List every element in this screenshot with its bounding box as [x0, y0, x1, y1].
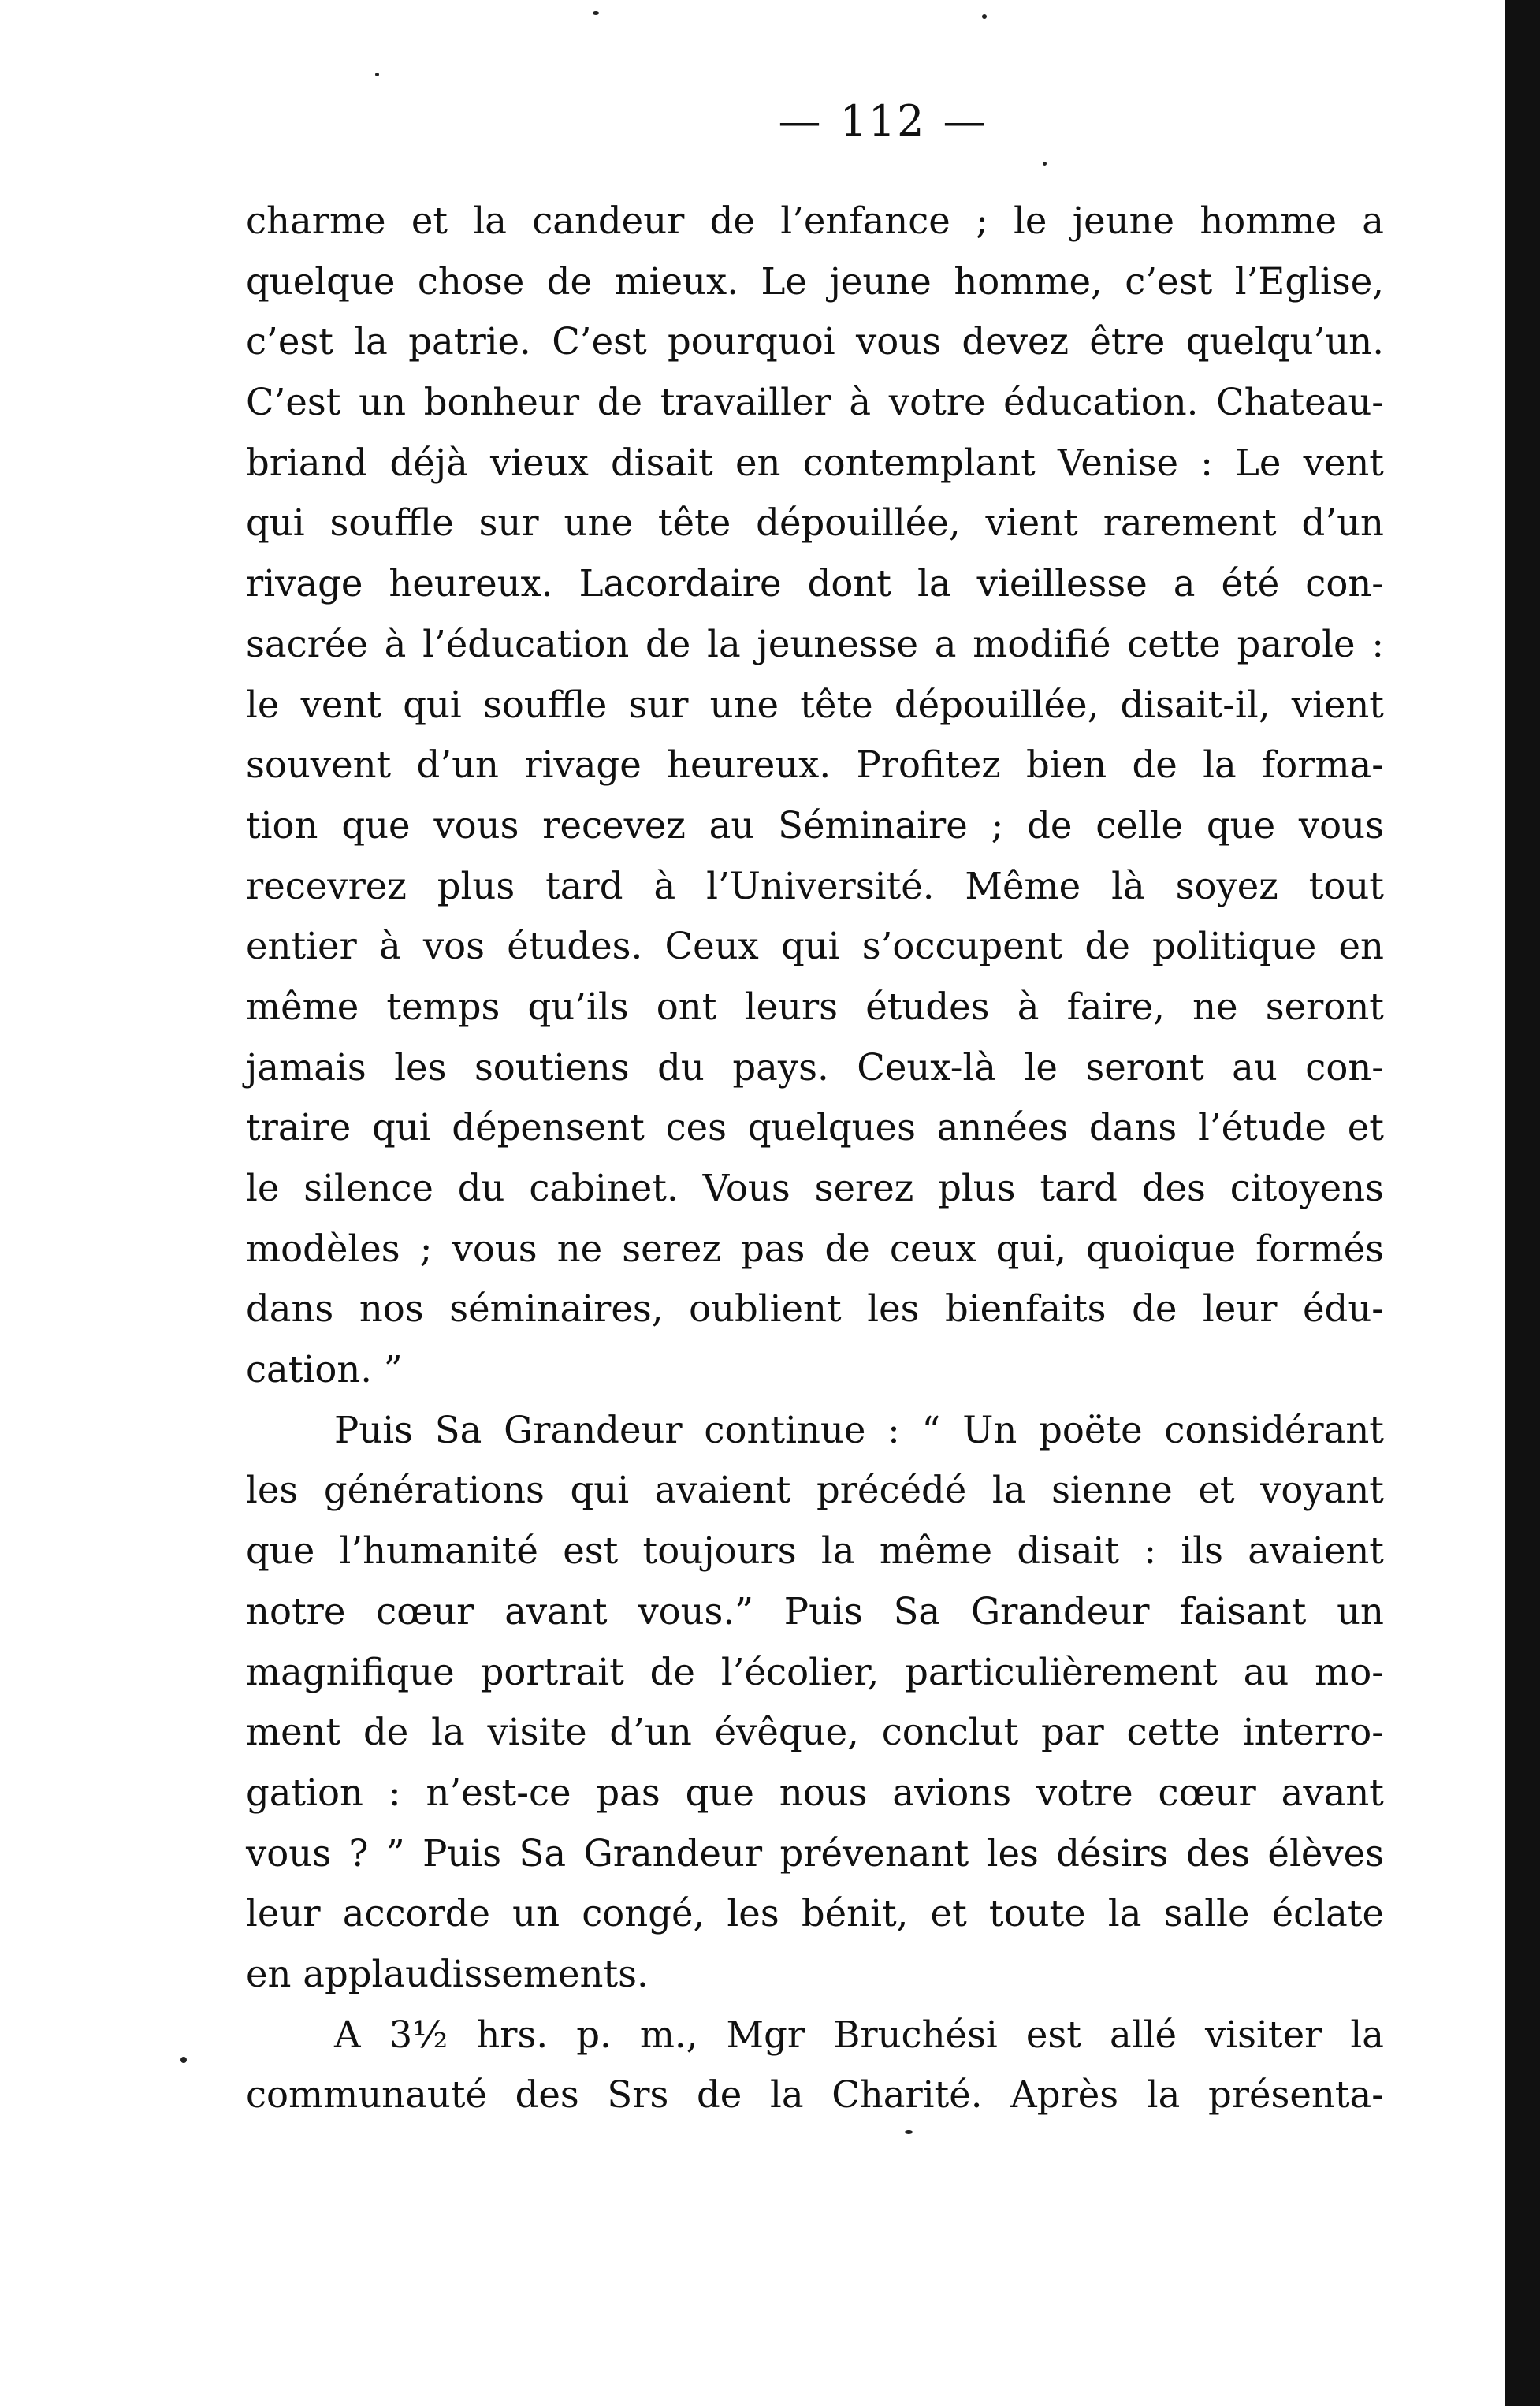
- text-line: cation. ”: [246, 1348, 403, 1391]
- text-line: ment de la visite d’un évêque, conclut par cette interro-: [246, 1711, 1384, 1754]
- page-number-value: 112: [839, 96, 926, 146]
- text-line: les générations qui avaient précédé la sienne et voyant: [246, 1469, 1384, 1512]
- text-line: traire qui dépensent ces quelques années dans l’étude et: [246, 1106, 1384, 1149]
- page-number-dash-left: —: [778, 96, 823, 146]
- text-line: que l’humanité est toujours la même disait : ils avaient: [246, 1529, 1384, 1573]
- ink-speck: [1043, 162, 1047, 166]
- ink-speck: [982, 14, 987, 19]
- text-line: recevrez plus tard à l’Université. Même là soyez tout: [246, 864, 1384, 907]
- text-line: notre cœur avant vous.” Puis Sa Grandeur faisant un: [246, 1589, 1384, 1633]
- page-number-dash-right: —: [943, 96, 988, 146]
- text-line: jamais les soutiens du pays. Ceux-là le seront au con-: [246, 1045, 1384, 1089]
- body-text: [246, 191, 1384, 2125]
- text-line: dans nos séminaires, oublient les bienfaits de leur édu-: [246, 1287, 1384, 1331]
- text-line: c’est la patrie. C’est pourquoi vous devez être quelqu’un.: [246, 320, 1384, 363]
- text-line: A 3½ hrs. p. m., Mgr Bruchési est allé visiter la: [334, 2013, 1384, 2056]
- text-line: Puis Sa Grandeur continue : “ Un poëte considérant: [334, 1408, 1384, 1451]
- text-line: rivage heureux. Lacordaire dont la vieillesse a été con-: [246, 562, 1384, 605]
- text-line: sacrée à l’éducation de la jeunesse a modifié cette parole :: [246, 622, 1384, 665]
- text-line: entier à vos études. Ceux qui s’occupent de politique en: [246, 925, 1384, 968]
- text-line: le vent qui souffle sur une tête dépouillée, disait-il, vient: [246, 683, 1384, 726]
- ink-speck: [180, 2057, 187, 2063]
- text-line: magnifique portrait de l’écolier, particulièrement au mo-: [246, 1650, 1384, 1693]
- page-edge-shadow: [1505, 0, 1540, 2406]
- text-line: tion que vous recevez au Séminaire ; de celle que vous: [246, 803, 1384, 847]
- text-line: souvent d’un rivage heureux. Profitez bien de la forma-: [246, 743, 1384, 787]
- text-line: communauté des Srs de la Charité. Après la présenta-: [246, 2073, 1384, 2117]
- ink-speck: [905, 2130, 913, 2134]
- text-line: qui souffle sur une tête dépouillée, vient rarement d’un: [246, 501, 1384, 545]
- text-line: en applaudissements.: [246, 1952, 649, 1995]
- page-number: [0, 96, 1540, 146]
- text-line: C’est un bonheur de travailler à votre éducation. Chateau-: [246, 381, 1384, 424]
- text-line: quelque chose de mieux. Le jeune homme, c’est l’Eglise,: [246, 259, 1384, 303]
- text-line: le silence du cabinet. Vous serez plus tard des citoyens: [246, 1167, 1384, 1209]
- text-line: charme et la candeur de l’enfance ; le jeune homme a: [246, 199, 1384, 242]
- ink-speck: [375, 73, 379, 76]
- ink-speck: [593, 11, 599, 15]
- text-line: modèles ; vous ne serez pas de ceux qui, quoique formés: [246, 1227, 1384, 1270]
- text-line: gation : n’est-ce pas que nous avions votre cœur avant: [246, 1771, 1384, 1814]
- text-line: même temps qu’ils ont leurs études à faire, ne seront: [246, 985, 1384, 1028]
- text-line: leur accorde un congé, les bénit, et toute la salle éclate: [246, 1892, 1384, 1935]
- text-line: briand déjà vieux disait en contemplant Venise : Le vent: [246, 441, 1384, 484]
- text-line: vous ? ” Puis Sa Grandeur prévenant les désirs des élèves: [246, 1831, 1384, 1875]
